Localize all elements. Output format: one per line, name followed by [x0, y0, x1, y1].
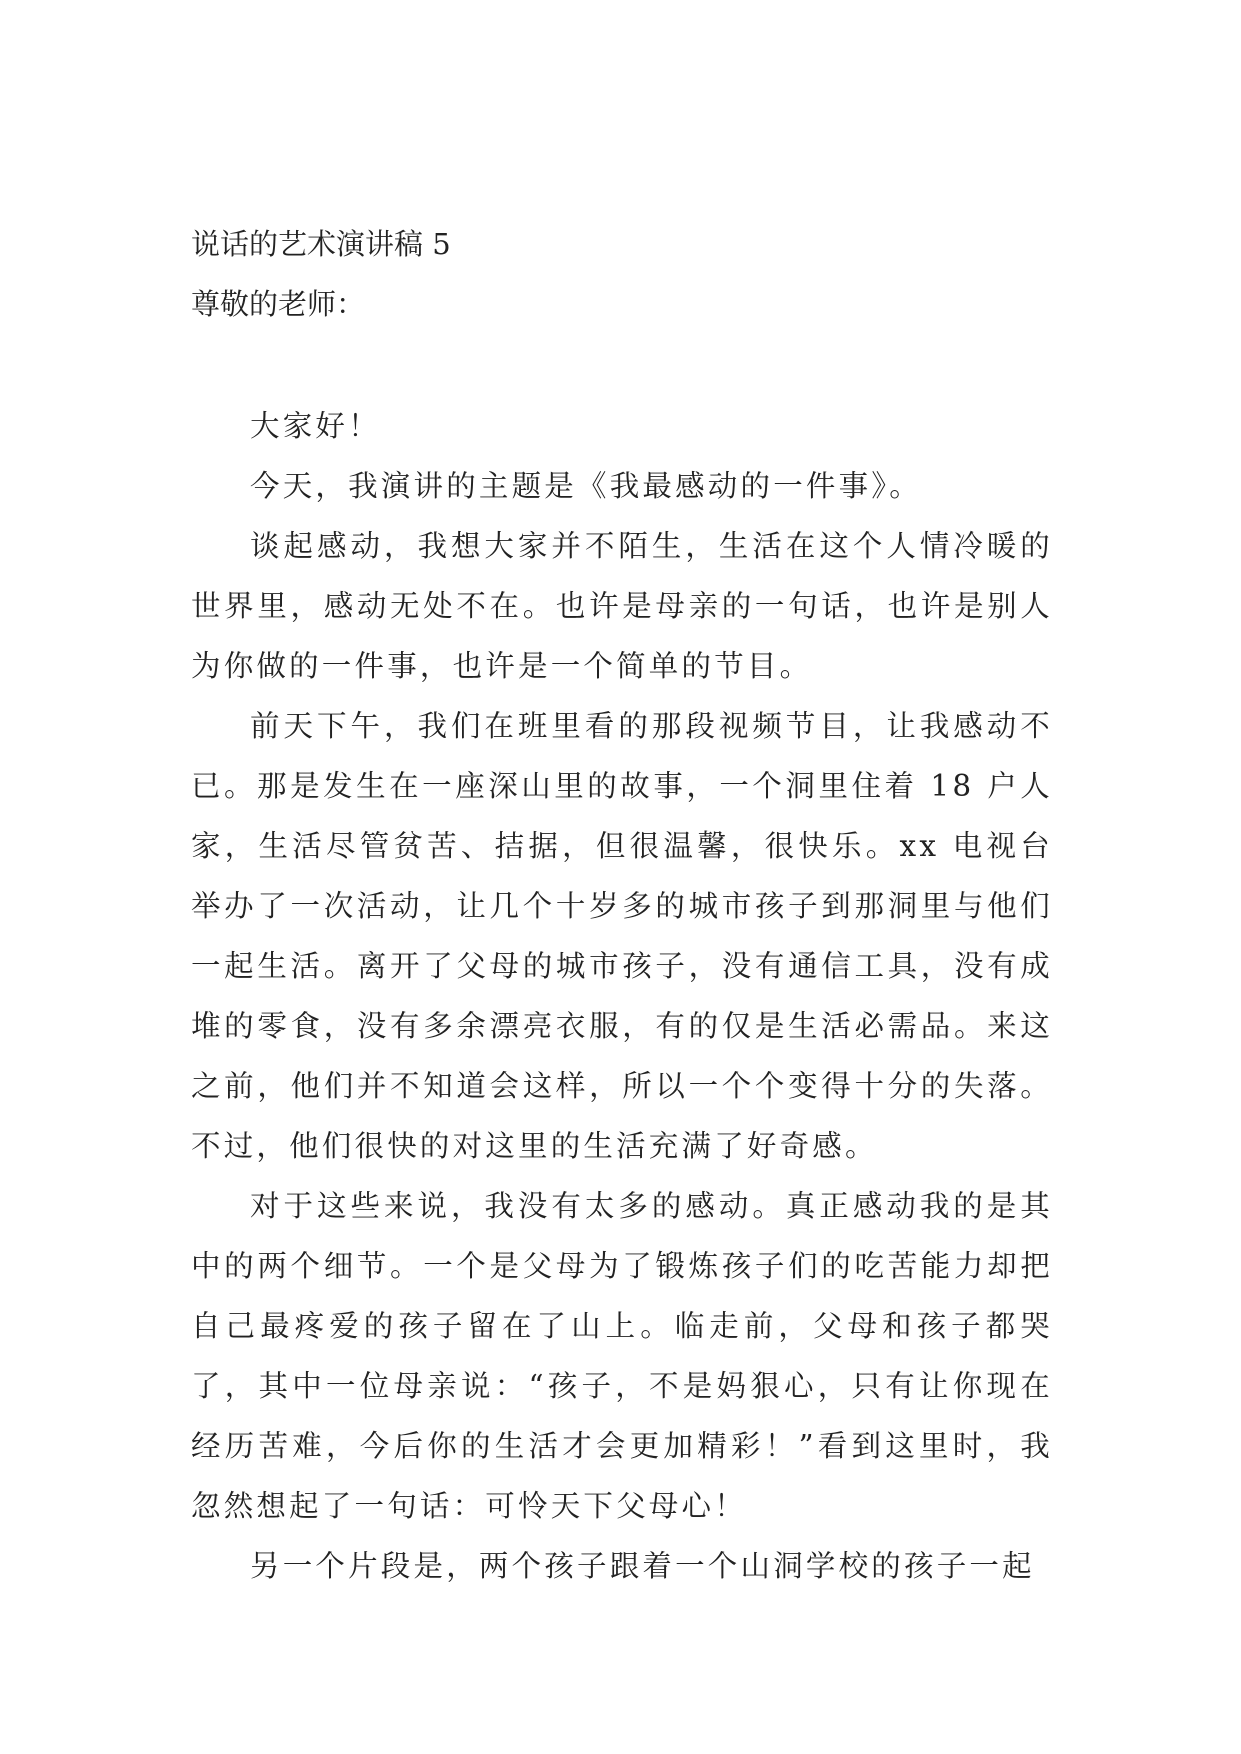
- document-title: 说话的艺术演讲稿 5: [191, 227, 451, 261]
- salutation: 尊敬的老师：: [191, 287, 366, 321]
- paragraph-topic: 今天，我演讲的主题是《我最感动的一件事》。: [250, 469, 922, 503]
- paragraph-intro: 谈起感动，我想大家并不陌生，生活在这个人情冷暖的世界里，感动无处不在。也许是母亲的一句话，也许是别人为你做的一件事，也许是一个简单的节目。: [191, 529, 1053, 683]
- paragraph-story: 前天下午，我们在班里看的那段视频节目，让我感动不已。那是发生在一座深山里的故事，一个洞里住着 18 户人家，生活尽管贫苦、拮据，但很温馨，很快乐。xx 电视台举办了一次活动，让几个十岁多的城市孩子到那洞里与他们一起生活。离开了父母的城市孩子，没有通信工具，没有成堆的零食，没有多余漂亮衣服，有的仅是生活必需品。来这之前，他们并不知道会这样，所以一个个变得十分的失落。不过，他们很快的对这里的生活充满了好奇感。: [191, 709, 1053, 1163]
- document-body: [191, 396, 1053, 1596]
- paragraph-greeting: 大家好！: [250, 409, 381, 443]
- paragraph-detail-one: 对于这些来说，我没有太多的感动。真正感动我的是其中的两个细节。一个是父母为了锻炼孩子们的吃苦能力却把自己最疼爱的孩子留在了山上。临走前，父母和孩子都哭了，其中一位母亲说：“孩子，不是妈狠心，只有让你现在经历苦难，今后你的生活才会更加精彩！”看到这里时，我忽然想起了一句话：可怜天下父母心！: [191, 1189, 1053, 1523]
- paragraph-detail-two: 另一个片段是，两个孩子跟着一个山洞学校的孩子一起: [250, 1549, 1035, 1583]
